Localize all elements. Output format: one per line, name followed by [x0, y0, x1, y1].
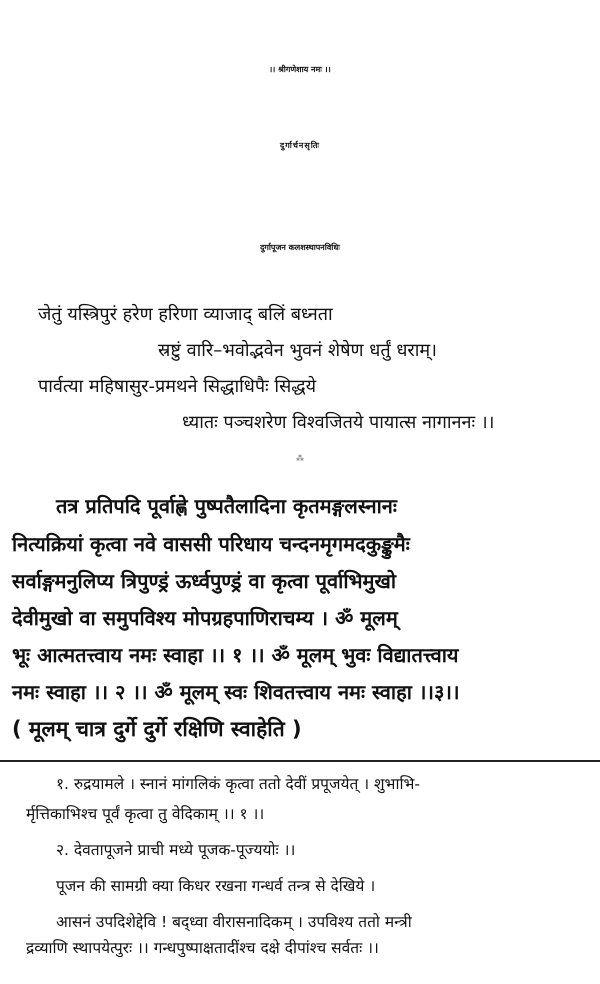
body-line: सर्वाङ्गमनुलिप्य त्रिपुण्ड्रं ऊर्ध्वपुण्ड्रं वा कृत्वा पूर्वाभिमुखो	[12, 569, 397, 593]
invocation-line: ।। श्रीगणेशाय नमः ।।	[269, 65, 331, 74]
body-line: तत्र प्रतिपदि पूर्वाह्णे पुष्पतैलादिना कृतमङ्गलस्नानः	[56, 494, 397, 518]
body-line: नमः स्वाहा ।। २ ।। ॐ मूलम् स्वः शिवतत्त्वाय नमः स्वाहा ।।३।।	[12, 680, 460, 704]
verse-line: जेतुं यस्त्रिपुरं हरेण हरिणा व्याजाद् बलिं बध्नता	[38, 304, 333, 325]
footnote-line: र्मृत्तिकाभिश्च पूर्वं कृत्वा तु वेदिकाम् ।। १ ।।	[26, 805, 265, 823]
page-title: दुर्गार्चनसृतिः	[280, 141, 320, 150]
body-line: भूः आत्मतत्त्वाय नमः स्वाहा ।। १ ।। ॐ मूलम् भुवः विद्यातत्त्वाय	[12, 643, 459, 667]
footnote-rule	[0, 760, 600, 762]
verse-line: ध्यातः पञ्चशरेण विश्वजितये पायात्स नागाननः ।।	[182, 412, 495, 433]
body-line: ( मूलम् चात्र दुर्गे दुर्गे रक्षिणि स्वाहेति )	[12, 717, 302, 741]
section-subtitle: दुर्गापूजन कलशस्थापनविधिः	[260, 243, 340, 252]
footnote-line: १. रुद्रयामले । स्नानं मांगलिकं कृत्वा ततो देवीं प्रपूजयेत् । शुभाभि-	[56, 775, 420, 793]
verse-line: स्रष्टुं वारि–भवोद्भवेन भुवनं शेषेण धर्तुं धराम्।	[158, 340, 438, 361]
footnote-line: आसनं उपदिशेद्देवि ! बद्ध्वा वीरासनादिकम् । उपविश्य ततो मन्त्री	[56, 913, 412, 931]
verse-line: पार्वत्या महिषासुर-प्रमथने सिद्धाधिपैः सिद्धये	[38, 376, 317, 397]
body-line: देवीमुखो वा समुपविश्य मोपग्रहपाणिराचम्य । ॐ मूलम्	[12, 606, 398, 630]
footnote-line: २. देवतापूजने प्राची मध्ये पूजक-पूज्ययोः ।।	[56, 841, 296, 859]
footnote-line: द्रव्याणि स्थापयेत्पुरः ।। गन्धपुष्पाक्षतादींश्च दक्षे दीपांश्च सर्वतः ।।	[26, 939, 379, 957]
ornament-divider: ⁂	[296, 454, 304, 463]
footnote-line: पूजन की सामग्री क्या किधर रखना गन्धर्व तन्त्र से देखिये ।	[56, 877, 376, 895]
body-line: नित्यक्रियां कृत्वा नवे वाससी परिधाय चन्दनमृगमदकुङ्कुमैः	[12, 532, 410, 556]
